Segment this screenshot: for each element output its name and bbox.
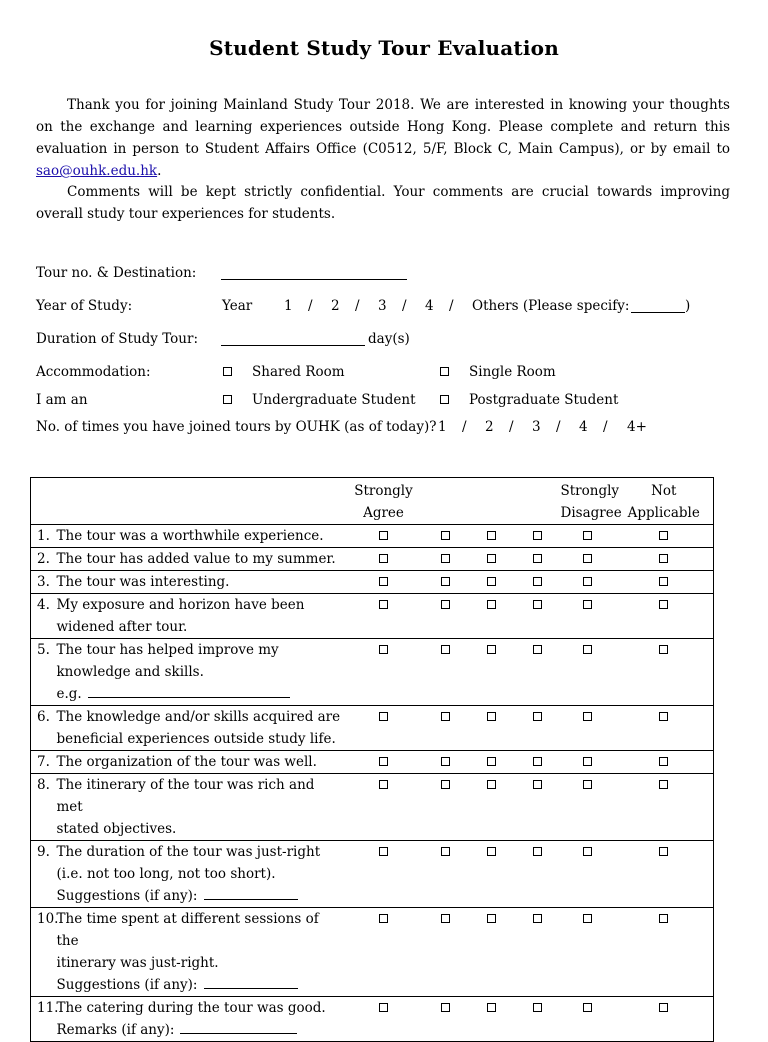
confidential-paragraph: [36, 181, 730, 225]
rating-4-cell: [515, 706, 561, 751]
strongly-agree-header: Strongly Agree: [345, 478, 423, 525]
accommodation-row: [36, 361, 151, 383]
rating-2-cell: [423, 774, 469, 841]
item-number: 5.: [31, 639, 57, 706]
rating-5-cell: [561, 751, 615, 774]
rating-3-cell: [469, 841, 515, 908]
strongly-disagree-header: Strongly Disagree: [561, 478, 615, 525]
postgraduate-label: Postgraduate Student: [469, 392, 619, 408]
rating-5-cell: [561, 997, 615, 1042]
tour-label: Tour no. & Destination:: [36, 265, 197, 281]
table-row: [31, 706, 714, 751]
rating-1-cell: [345, 774, 423, 841]
rating-2-cell: [423, 594, 469, 639]
rating-2-checkbox[interactable]: [441, 780, 450, 789]
rating-3-checkbox[interactable]: [487, 712, 496, 721]
iam-label: I am an: [36, 392, 88, 408]
rating-5-checkbox[interactable]: [583, 847, 592, 856]
item-number: 3.: [31, 571, 57, 594]
rating-1-cell: [345, 997, 423, 1042]
extra-input-line[interactable]: [204, 885, 298, 900]
item-number: 8.: [31, 774, 57, 841]
rating-1-cell: [345, 548, 423, 571]
single-room-label: Single Room: [469, 364, 556, 380]
rating-1-cell: [345, 751, 423, 774]
statement-line: The itinerary of the tour was rich and met: [56, 777, 315, 815]
statement-line: widened after tour.: [56, 619, 188, 635]
rating-1-checkbox[interactable]: [379, 645, 388, 654]
postgraduate-checkbox[interactable]: [440, 395, 449, 404]
not-applicable-checkbox[interactable]: [659, 1003, 668, 1012]
rating-1-checkbox[interactable]: [379, 847, 388, 856]
duration-label: Duration of Study Tour:: [36, 331, 198, 347]
table-header-row: [31, 478, 714, 525]
not-applicable-checkbox[interactable]: [659, 554, 668, 563]
rating-3-cell: [469, 997, 515, 1042]
rating-3-checkbox[interactable]: [487, 847, 496, 856]
year-option-3[interactable]: 3: [378, 298, 387, 314]
rating-3-cell: [469, 571, 515, 594]
table-row: [31, 525, 714, 548]
times-option-4[interactable]: 4: [579, 419, 588, 435]
rating-3-cell: [469, 751, 515, 774]
rating-3-cell: [469, 908, 515, 997]
rating-4-checkbox[interactable]: [533, 1003, 542, 1012]
rating-4-cell: [515, 908, 561, 997]
rating-5-cell: [561, 548, 615, 571]
table-row: [31, 841, 714, 908]
rating-3-checkbox[interactable]: [487, 577, 496, 586]
table-row: [31, 997, 714, 1042]
rating-2-checkbox[interactable]: [441, 847, 450, 856]
rating-2-checkbox[interactable]: [441, 645, 450, 654]
year-other-label: Others (Please specify:: [472, 298, 630, 314]
not-applicable-cell: [615, 594, 714, 639]
duration-field[interactable]: [221, 331, 365, 346]
not-applicable-checkbox[interactable]: [659, 712, 668, 721]
rating-4-checkbox[interactable]: [533, 847, 542, 856]
not-applicable-checkbox[interactable]: [659, 577, 668, 586]
rating-5-checkbox[interactable]: [583, 600, 592, 609]
extra-input-line[interactable]: [88, 683, 290, 698]
statement-line: stated objectives.: [56, 821, 177, 837]
intro-paragraph: [36, 94, 730, 182]
rating-5-cell: [561, 841, 615, 908]
year-word: Year: [222, 298, 253, 314]
tour-destination-field[interactable]: [221, 265, 407, 280]
confidential-text: Comments will be kept strictly confidential. Your comments are crucial towards improving overall study tour experiences for students.: [36, 184, 730, 222]
rating-4-cell: [515, 997, 561, 1042]
statement-extra: [57, 683, 345, 705]
not-applicable-cell: [615, 571, 714, 594]
rating-2-cell: [423, 639, 469, 706]
statement-line: knowledge and skills.: [56, 664, 204, 680]
year-slash: /: [449, 298, 454, 314]
not-applicable-checkbox[interactable]: [659, 757, 668, 766]
rating-2-cell: [423, 548, 469, 571]
times-slash: /: [462, 419, 467, 435]
rating-4-checkbox[interactable]: [533, 600, 542, 609]
statement-line: The tour has helped improve my: [56, 642, 279, 658]
not-applicable-checkbox[interactable]: [659, 645, 668, 654]
rating-3-checkbox[interactable]: [487, 531, 496, 540]
extra-label: Suggestions (if any):: [56, 977, 198, 993]
rating-4-cell: [515, 571, 561, 594]
year-slash: /: [355, 298, 360, 314]
rating-2-checkbox[interactable]: [441, 712, 450, 721]
rating-2-cell: [423, 751, 469, 774]
rating-4-checkbox[interactable]: [533, 645, 542, 654]
statement-line: itinerary was just-right.: [56, 955, 219, 971]
rating-3-cell: [469, 525, 515, 548]
rating-3-checkbox[interactable]: [487, 914, 496, 923]
year-slash: /: [308, 298, 313, 314]
undergraduate-label: Undergraduate Student: [252, 392, 416, 408]
extra-label: e.g.: [56, 686, 82, 702]
rating-1-cell: [345, 706, 423, 751]
statement-line: (i.e. not too long, not too short).: [56, 866, 276, 882]
rating-1-cell: [345, 571, 423, 594]
email-link[interactable]: sao@ouhk.edu.hk: [36, 163, 158, 179]
rating-2-checkbox[interactable]: [441, 600, 450, 609]
rating-5-checkbox[interactable]: [583, 645, 592, 654]
rating-3-cell: [469, 594, 515, 639]
item-statement: [57, 774, 345, 841]
rating-4-cell: [515, 525, 561, 548]
evaluation-table: [30, 477, 714, 1042]
rating-1-checkbox[interactable]: [379, 554, 388, 563]
rating-3-checkbox[interactable]: [487, 757, 496, 766]
not-applicable-cell: [615, 548, 714, 571]
rating-2-checkbox[interactable]: [441, 531, 450, 540]
times-slash: /: [556, 419, 561, 435]
table-row: [31, 548, 714, 571]
iam-row: [36, 389, 88, 411]
rating-5-checkbox[interactable]: [583, 577, 592, 586]
rating-2-cell: [423, 997, 469, 1042]
table-row: [31, 594, 714, 639]
rating-2-checkbox[interactable]: [441, 757, 450, 766]
rating-4-cell: [515, 639, 561, 706]
not-applicable-cell: [615, 639, 714, 706]
times-option-4plus[interactable]: 4+: [627, 419, 647, 435]
table-row: [31, 908, 714, 997]
statement-line: The tour was interesting.: [56, 574, 230, 590]
rating-1-cell: [345, 841, 423, 908]
item-number: 1.: [31, 525, 57, 548]
year-other-field[interactable]: [631, 298, 685, 313]
not-applicable-header: Not Applicable: [615, 478, 714, 525]
table-row: [31, 774, 714, 841]
times-label: No. of times you have joined tours by OUHK (as of today)?: [36, 419, 437, 435]
not-applicable-checkbox[interactable]: [659, 600, 668, 609]
not-applicable-cell: [615, 706, 714, 751]
item-statement: [57, 525, 345, 548]
rating-2-cell: [423, 908, 469, 997]
rating-2-cell: [423, 841, 469, 908]
rating-1-checkbox[interactable]: [379, 914, 388, 923]
rating-5-checkbox[interactable]: [583, 1003, 592, 1012]
item-number: 11.: [31, 997, 57, 1042]
statement-line: The organization of the tour was well.: [56, 754, 317, 770]
duration-row: [36, 328, 198, 350]
rating-2-cell: [423, 525, 469, 548]
year-label: Year of Study:: [36, 298, 133, 314]
undergraduate-checkbox[interactable]: [223, 395, 232, 404]
item-number: 6.: [31, 706, 57, 751]
rating-1-cell: [345, 525, 423, 548]
intro-text: Thank you for joining Mainland Study Tour 2018. We are interested in knowing your thoughts on the exchange and learning experiences outside Hong Kong. Please complete and return this evaluation in person to Student Affairs Office (C0512, 5/F, Block C, Main Campus), or by email to: [36, 97, 730, 157]
rating-3-checkbox[interactable]: [487, 554, 496, 563]
statement-line: beneficial experiences outside study life.: [56, 731, 336, 747]
times-row: [36, 416, 437, 438]
rating-1-checkbox[interactable]: [379, 1003, 388, 1012]
rating-5-cell: [561, 706, 615, 751]
rating-1-cell: [345, 639, 423, 706]
rating-3-cell: [469, 706, 515, 751]
item-number: 10.: [31, 908, 57, 997]
times-slash: /: [603, 419, 608, 435]
item-statement: [57, 751, 345, 774]
rating-4-checkbox[interactable]: [533, 712, 542, 721]
rating-3-cell: [469, 548, 515, 571]
year-option-4[interactable]: 4: [425, 298, 434, 314]
rating-2-cell: [423, 571, 469, 594]
statement-line: The tour has added value to my summer.: [56, 551, 336, 567]
not-applicable-checkbox[interactable]: [659, 531, 668, 540]
times-slash: /: [509, 419, 514, 435]
rating-5-checkbox[interactable]: [583, 531, 592, 540]
not-applicable-checkbox[interactable]: [659, 847, 668, 856]
rating-4-checkbox[interactable]: [533, 554, 542, 563]
not-applicable-cell: [615, 751, 714, 774]
item-number: 2.: [31, 548, 57, 571]
page-title: Student Study Tour Evaluation: [209, 36, 559, 60]
rating-2-checkbox[interactable]: [441, 577, 450, 586]
statement-line: The knowledge and/or skills acquired are: [56, 709, 341, 725]
statement-extra: [57, 974, 345, 996]
table-row: [31, 571, 714, 594]
not-applicable-cell: [615, 841, 714, 908]
rating-5-cell: [561, 594, 615, 639]
not-applicable-cell: [615, 525, 714, 548]
times-option-1[interactable]: 1: [438, 419, 447, 435]
rating-1-checkbox[interactable]: [379, 600, 388, 609]
shared-room-checkbox[interactable]: [223, 367, 232, 376]
rating-5-checkbox[interactable]: [583, 914, 592, 923]
year-slash: /: [402, 298, 407, 314]
item-number: 7.: [31, 751, 57, 774]
rating-1-checkbox[interactable]: [379, 577, 388, 586]
rating-1-checkbox[interactable]: [379, 780, 388, 789]
rating-3-checkbox[interactable]: [487, 780, 496, 789]
statement-line: My exposure and horizon have been: [56, 597, 305, 613]
rating-4-cell: [515, 548, 561, 571]
year-row: [36, 295, 132, 317]
item-number: 9.: [31, 841, 57, 908]
extra-input-line[interactable]: [204, 974, 298, 989]
single-room-checkbox[interactable]: [440, 367, 449, 376]
rating-3-checkbox[interactable]: [487, 600, 496, 609]
item-statement: [57, 639, 345, 706]
rating-2-checkbox[interactable]: [441, 1003, 450, 1012]
not-applicable-cell: [615, 774, 714, 841]
extra-input-line[interactable]: [180, 1019, 297, 1034]
rating-5-cell: [561, 525, 615, 548]
rating-3-cell: [469, 639, 515, 706]
not-applicable-cell: [615, 997, 714, 1042]
rating-4-checkbox[interactable]: [533, 780, 542, 789]
rating-4-checkbox[interactable]: [533, 577, 542, 586]
statement-line: The duration of the tour was just-right: [56, 844, 321, 860]
rating-2-checkbox[interactable]: [441, 554, 450, 563]
item-number: 4.: [31, 594, 57, 639]
rating-5-cell: [561, 774, 615, 841]
year-option-1[interactable]: 1: [284, 298, 293, 314]
rating-2-cell: [423, 706, 469, 751]
rating-5-checkbox[interactable]: [583, 554, 592, 563]
item-statement: [57, 706, 345, 751]
rating-4-checkbox[interactable]: [533, 531, 542, 540]
extra-label: Suggestions (if any):: [56, 888, 198, 904]
rating-4-cell: [515, 841, 561, 908]
item-statement: [57, 548, 345, 571]
table-row: [31, 639, 714, 706]
statement-extra: [57, 885, 345, 907]
rating-2-checkbox[interactable]: [441, 914, 450, 923]
rating-1-checkbox[interactable]: [379, 757, 388, 766]
rating-5-checkbox[interactable]: [583, 780, 592, 789]
statement-line: The tour was a worthwhile experience.: [56, 528, 324, 544]
rating-4-cell: [515, 774, 561, 841]
extra-label: Remarks (if any):: [56, 1022, 175, 1038]
rating-3-checkbox[interactable]: [487, 1003, 496, 1012]
rating-1-cell: [345, 908, 423, 997]
year-close-paren: ): [685, 298, 691, 314]
statement-extra: [57, 1019, 345, 1041]
rating-1-checkbox[interactable]: [379, 531, 388, 540]
rating-3-cell: [469, 774, 515, 841]
rating-4-checkbox[interactable]: [533, 914, 542, 923]
rating-4-cell: [515, 594, 561, 639]
rating-4-cell: [515, 751, 561, 774]
rating-5-checkbox[interactable]: [583, 712, 592, 721]
times-option-2[interactable]: 2: [485, 419, 494, 435]
tour-row: [36, 262, 196, 284]
rating-1-checkbox[interactable]: [379, 712, 388, 721]
shared-room-label: Shared Room: [252, 364, 345, 380]
table-row: [31, 751, 714, 774]
rating-4-checkbox[interactable]: [533, 757, 542, 766]
not-applicable-checkbox[interactable]: [659, 914, 668, 923]
rating-1-cell: [345, 594, 423, 639]
times-option-3[interactable]: 3: [532, 419, 541, 435]
intro-end: .: [157, 163, 162, 179]
item-statement: [57, 997, 345, 1042]
rating-5-cell: [561, 571, 615, 594]
accommodation-label: Accommodation:: [36, 364, 151, 380]
rating-3-checkbox[interactable]: [487, 645, 496, 654]
item-statement: [57, 571, 345, 594]
year-option-2[interactable]: 2: [331, 298, 340, 314]
duration-unit: day(s): [368, 331, 410, 347]
not-applicable-cell: [615, 908, 714, 997]
item-statement: [57, 594, 345, 639]
rating-5-cell: [561, 908, 615, 997]
rating-5-checkbox[interactable]: [583, 757, 592, 766]
not-applicable-checkbox[interactable]: [659, 780, 668, 789]
statement-line: The catering during the tour was good.: [56, 1000, 326, 1016]
item-statement: [57, 841, 345, 908]
statement-line: The time spent at different sessions of the: [56, 911, 319, 949]
rating-5-cell: [561, 639, 615, 706]
item-statement: [57, 908, 345, 997]
